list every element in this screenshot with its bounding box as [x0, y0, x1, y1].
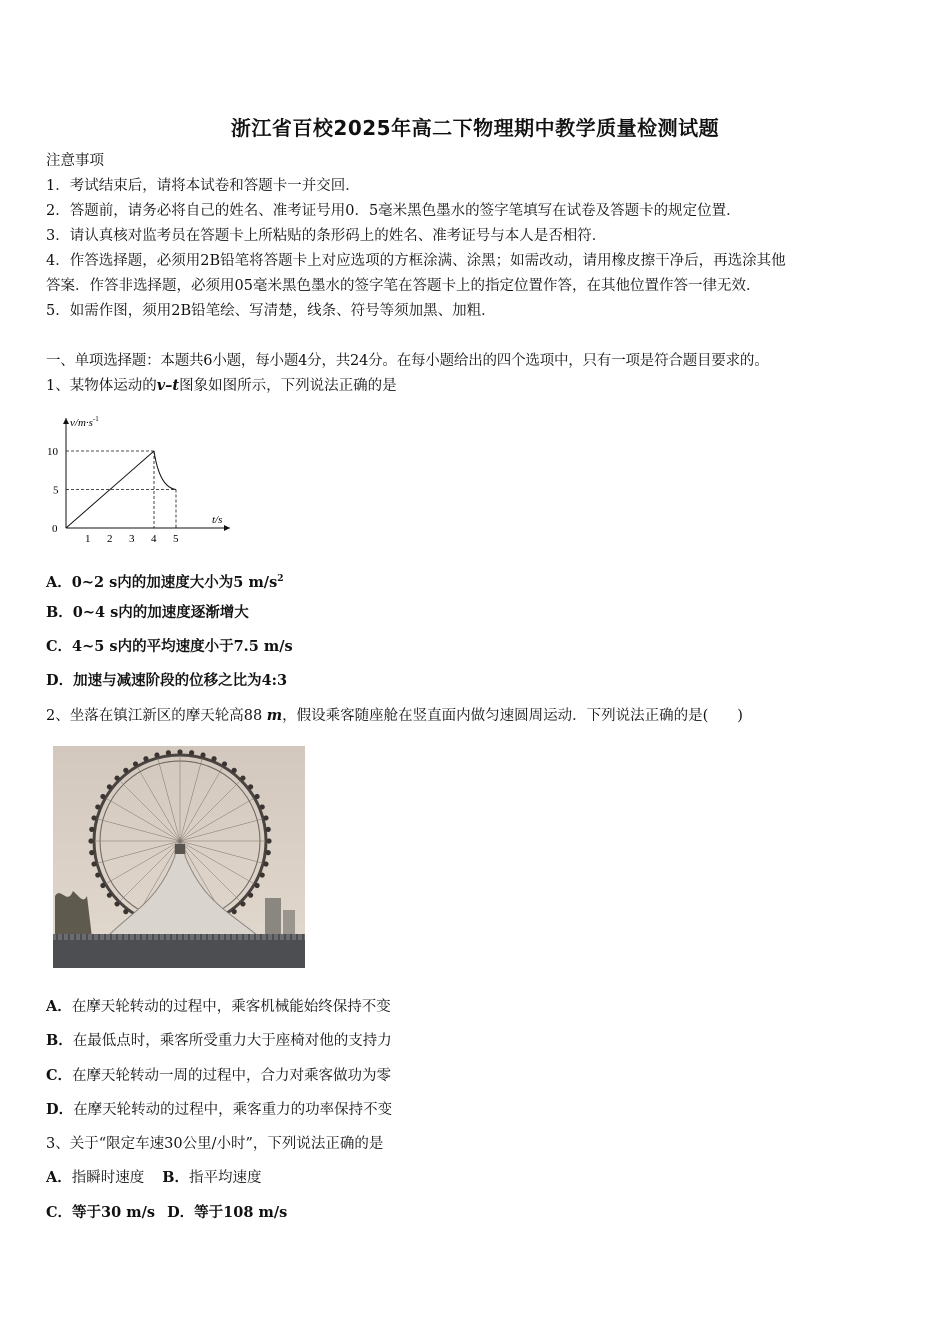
- wheel-cabin: [95, 804, 100, 809]
- vt-graph: [44, 410, 244, 550]
- wheel-cabin: [240, 775, 245, 780]
- option-text: 0~2 s内的加速度大小为5 m/s: [71, 573, 278, 591]
- wheel-cabin: [114, 775, 119, 780]
- option-label: A．: [46, 1169, 72, 1186]
- wheel-cabin: [232, 909, 237, 914]
- stem-text: 2、坐落在镇江新区的摩天轮高88: [46, 708, 267, 724]
- stem-text: 1、某物体运动的: [46, 378, 157, 394]
- option-text: 在最低点时，乘客所受重力大于座椅对他的支持力: [72, 1033, 392, 1049]
- wheel-cabin: [154, 752, 159, 757]
- wheel-cabin: [143, 756, 148, 761]
- option-text: 在摩天轮转动的过程中，乘客机械能始终保持不变: [71, 999, 391, 1015]
- option-text: 等于108 m/s: [194, 1204, 288, 1221]
- wheel-cabin: [133, 761, 138, 766]
- option-label: B．: [162, 1169, 190, 1186]
- wheel-cabin: [189, 750, 194, 755]
- option-label: D．: [46, 672, 74, 689]
- q3-option-a[interactable]: [46, 1170, 144, 1186]
- q3-options-row-2: [46, 1203, 287, 1223]
- option-label: C．: [46, 1204, 73, 1221]
- section-heading: 一、单项选择题：本题共6小题，每小题4分，共24分。在每小题给出的四个选项中，只有一项是符合题目要求的。: [46, 353, 769, 369]
- wheel-cabin: [263, 861, 268, 866]
- notice-heading: 注意事项: [46, 153, 104, 169]
- wheel-cabin: [266, 850, 271, 855]
- series-line-acceleration: [66, 451, 154, 528]
- option-label: A．: [46, 573, 72, 591]
- wheel-cabin: [232, 768, 237, 773]
- option-text: 指平均速度: [189, 1170, 262, 1186]
- x-tick-label: 4: [151, 533, 157, 545]
- wheel-cabin: [248, 784, 253, 789]
- wheel-cabin: [123, 909, 128, 914]
- q3-option-d[interactable]: [167, 1205, 287, 1221]
- option-label: B．: [46, 604, 73, 621]
- wheel-cabin: [254, 883, 259, 888]
- wheel-cabin: [254, 794, 259, 799]
- wheel-cabin: [100, 794, 105, 799]
- wheel-cabin: [240, 901, 245, 906]
- wheel-cabin: [107, 784, 112, 789]
- option-label: D．: [46, 1101, 74, 1118]
- stem-text: ，假设乘客随座舱在竖直面内做匀速圆周运动．下列说法正确的是( ): [282, 708, 743, 724]
- option-label: D．: [167, 1204, 195, 1221]
- wheel-cabin: [222, 761, 227, 766]
- notice-item: 2．答题前，请务必将自己的姓名、准考证号用0．5毫米黑色墨水的签字笔填写在试卷及答题卡的规定位置．: [46, 203, 741, 219]
- wheel-cabin: [107, 893, 112, 898]
- option-label: C．: [46, 1067, 73, 1084]
- wheel-cabin: [123, 768, 128, 773]
- q2-option-d[interactable]: [46, 1100, 392, 1120]
- wheel-cabin: [200, 752, 205, 757]
- option-text: 指瞬时速度: [71, 1170, 145, 1186]
- q3-option-b[interactable]: [162, 1170, 261, 1186]
- wheel-cabin: [263, 815, 268, 820]
- notice-item: 3．请认真核对监考员在答题卡上所粘贴的条形码上的姓名、准考证号与本人是否相符．: [46, 228, 607, 244]
- x-tick-label: 2: [107, 533, 113, 545]
- wheel-cabin: [266, 838, 271, 843]
- x-tick-label: 1: [85, 533, 91, 545]
- q1-option-c[interactable]: [46, 637, 293, 657]
- wheel-cabin: [248, 893, 253, 898]
- notice-item: 5．如需作图，须用2B铅笔绘、写清楚，线条、符号等须加黑、加粗．: [46, 303, 496, 319]
- wheel-cabin: [260, 872, 265, 877]
- q2-option-a[interactable]: [46, 997, 391, 1017]
- wheel-cabin: [114, 901, 119, 906]
- option-text: 4~5 s内的平均速度小于7.5 m/s: [72, 638, 293, 655]
- notice-item: 4．作答选择题，必须用2B铅笔将答题卡上对应选项的方框涂满、涂黑；如需改动，请用橡皮擦干净后，再选涂其他: [46, 253, 786, 269]
- q3-options-row-1: [46, 1168, 262, 1188]
- y-tick-label: 10: [47, 446, 58, 458]
- y-axis-label: $v/m\cdot s^{-1}$: [70, 415, 99, 429]
- stem-text: 图象如图所示，下列说法正确的是: [179, 378, 397, 394]
- origin-label: 0: [52, 523, 58, 535]
- x-axis-label: t/s: [212, 514, 223, 526]
- option-text: 等于30 m/s: [72, 1204, 156, 1221]
- y-tick-label: 5: [53, 484, 59, 497]
- page-title: 浙江省百校2025年高二下物理期中教学质量检测试题: [230, 116, 720, 140]
- option-text: 在摩天轮转动一周的过程中，合力对乘客做功为零: [72, 1068, 392, 1084]
- stem-italic: m: [266, 707, 283, 724]
- q2-option-b[interactable]: [46, 1031, 392, 1051]
- option-label: B．: [46, 1032, 73, 1049]
- wheel-cabin: [95, 872, 100, 877]
- question-3-stem: 3、关于“限定车速30公里/小时”，下列说法正确的是: [46, 1136, 384, 1152]
- wheel-cabin: [177, 749, 182, 754]
- option-text: 加速与减速阶段的位移之比为4:3: [73, 672, 288, 689]
- q2-option-c[interactable]: [46, 1066, 391, 1086]
- q1-option-b[interactable]: [46, 603, 249, 623]
- wheel-cabin: [211, 756, 216, 761]
- option-text: 0~4 s内的加速度逐渐增大: [72, 604, 249, 621]
- x-tick-label: 5: [173, 533, 179, 545]
- wheel-cabin: [88, 838, 93, 843]
- option-label: A．: [46, 998, 72, 1015]
- wheel-cabin: [266, 827, 271, 832]
- question-1-stem: [46, 376, 397, 396]
- wheel-cabin: [166, 750, 171, 755]
- wheel-cabin: [91, 861, 96, 866]
- wheel-cabin: [260, 804, 265, 809]
- wheel-cabin: [91, 815, 96, 820]
- option-text: 在摩天轮转动的过程中，乘客重力的功率保持不变: [73, 1102, 393, 1118]
- x-tick-label: 3: [129, 533, 135, 545]
- q1-option-a[interactable]: [46, 569, 284, 593]
- notice-item: 答案．作答非选择题，必须用05毫米黑色墨水的签字笔在答题卡上的指定位置作答，在其他位置作答一律无效．: [46, 278, 761, 294]
- question-2-stem: [46, 706, 743, 726]
- stem-italic: v–t: [156, 377, 180, 394]
- wheel-cabin: [100, 883, 105, 888]
- ferris-wheel-photo: [53, 746, 305, 968]
- series-line-deceleration: [154, 451, 176, 490]
- option-sup: 2: [277, 574, 284, 584]
- notice-item: 1．考试结束后，请将本试卷和答题卡一并交回．: [46, 178, 360, 194]
- wheel-cabin: [89, 850, 94, 855]
- option-label: C．: [46, 638, 73, 655]
- q1-option-d[interactable]: [46, 671, 287, 691]
- q3-option-c[interactable]: [46, 1205, 155, 1221]
- wheel-cabin: [89, 827, 94, 832]
